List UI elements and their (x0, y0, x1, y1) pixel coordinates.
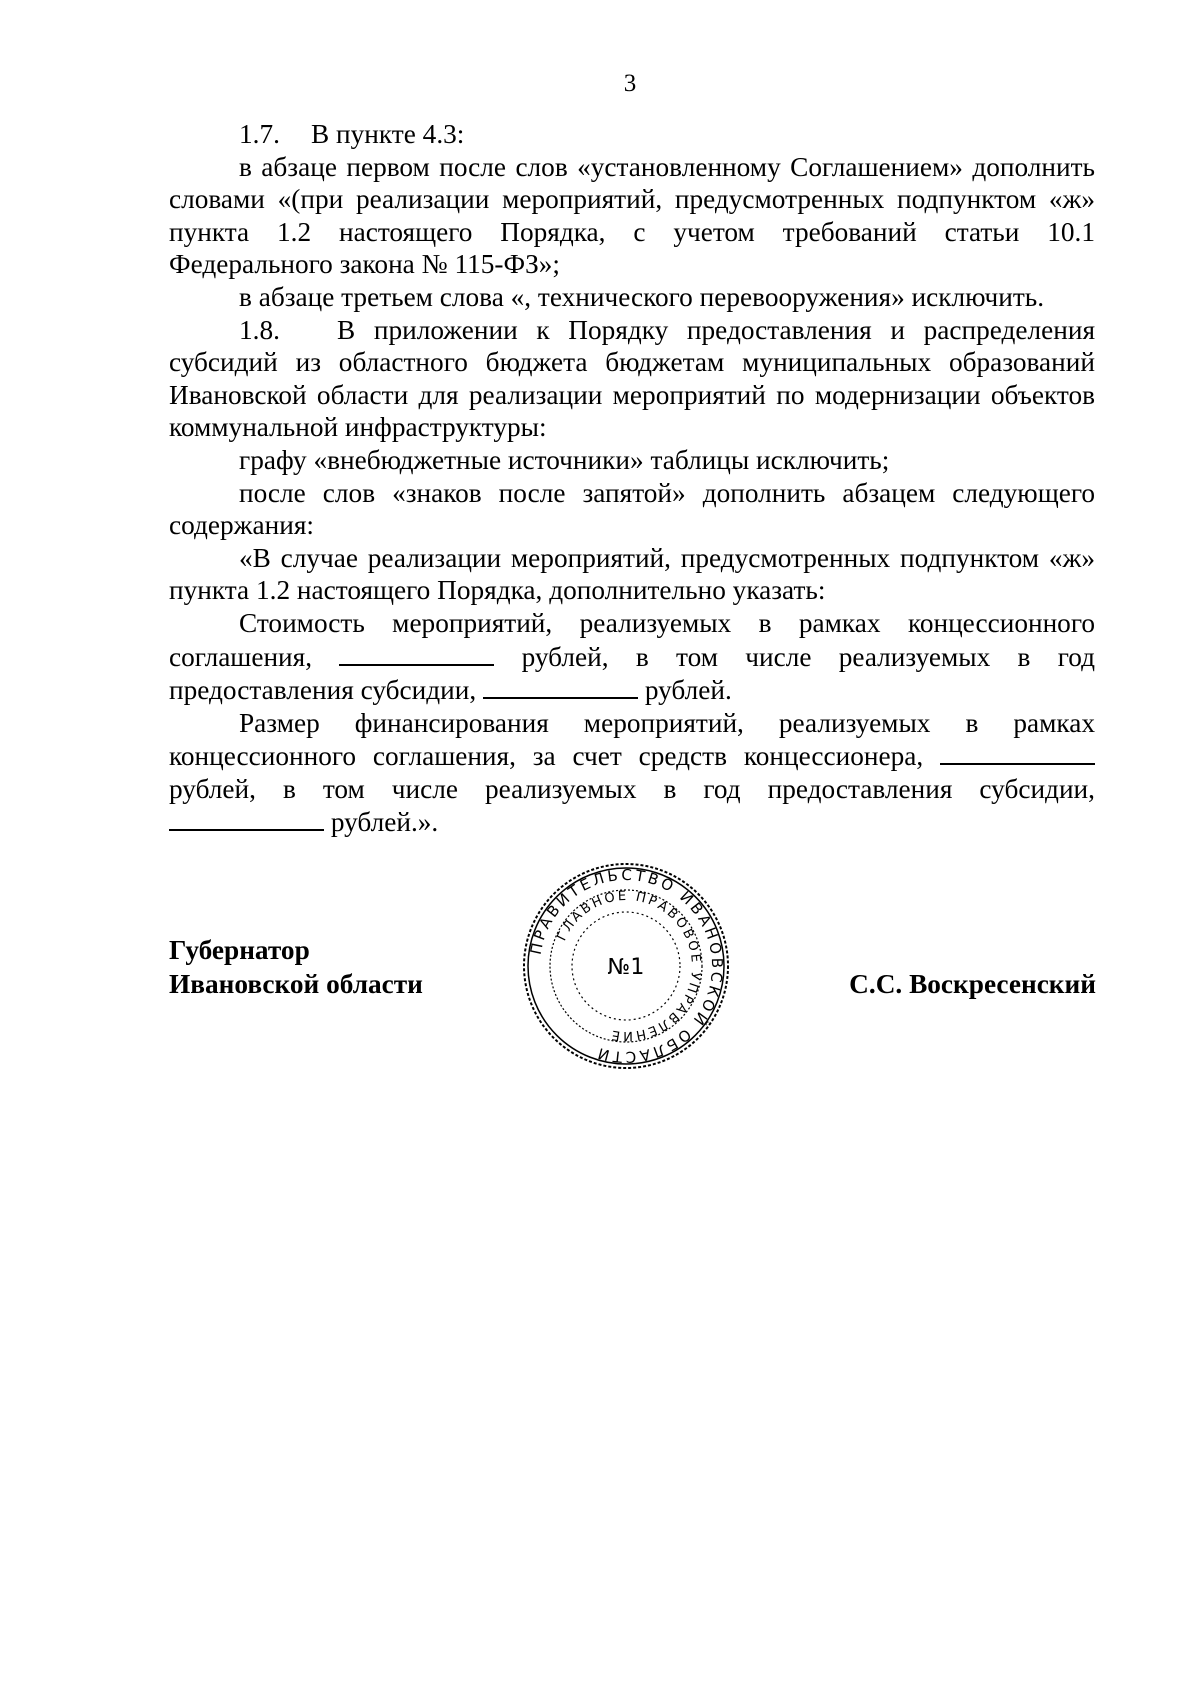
paragraph-text: в абзаце первом после слов «установленному Соглашением» дополнить словами «(при реализации мероприятий, предусмотренных подпунктом «ж» пункта 1.2 настоящего Порядка, с учетом требований статьи 10.1 Федерального закона № 115-ФЗ»; (169, 151, 1095, 280)
signatory-title-line2: Ивановской области (169, 969, 423, 999)
official-stamp (520, 860, 732, 1072)
paragraph-text: в абзаце третьем слова «, технического перевооружения» исключить. (239, 281, 1045, 312)
paragraph-fragment: рублей, в том числе реализуемых в год предоставления субсидии, (169, 641, 1095, 706)
paragraph-fragment: рублей, в том числе реализуемых в год предоставления субсидии, (169, 773, 1095, 804)
stamp-inner-ring-text: ГЛАВНОЕ ПРАВОВОЕ УПРАВЛЕНИЕ (554, 888, 704, 1044)
signatory-name: С.С. Воскресенский (849, 969, 1096, 999)
paragraph-fragment: рублей. (644, 675, 732, 706)
paragraph-text: графу «внебюджетные источники» таблицы исключить; (239, 444, 890, 475)
paragraph-fragment: Стоимость мероприятий, реализуемых в рамках концессионного соглашения, (169, 607, 1095, 672)
clause-text: В пункте 4.3: (311, 119, 465, 149)
blank-line (940, 739, 1095, 765)
page-number: 3 (623, 70, 637, 97)
paragraph-1-8 (169, 314, 1095, 444)
paragraph-fragment: рублей.». (330, 807, 439, 838)
stamp-ring-text: ПРАВИТЕЛЬСТВО ИВАНОВСКОЙ ОБЛАСТИ (526, 865, 727, 1067)
paragraph-financing (169, 707, 1095, 839)
blank-line (339, 640, 494, 666)
document-body (169, 118, 1095, 839)
blank-line (169, 805, 324, 831)
paragraph-text: после слов «знаков после запятой» дополнить абзацем следующего содержания: (169, 477, 1095, 541)
signatory-title-line1: Губернатор (169, 935, 310, 965)
clause-text: В приложении к Порядку предоставления и распределения субсидий из областного бюджета бюджетам муниципальных образований Ивановской области для реализации мероприятий по модернизации объектов коммунальной инфраструктуры: (169, 314, 1095, 443)
stamp-center-number: №1 (607, 955, 645, 980)
blank-line (483, 673, 638, 699)
clause-number: 1.7. (239, 119, 280, 149)
paragraph-text: «В случае реализации мероприятий, предусмотренных подпунктом «ж» пункта 1.2 настоящего Порядка, дополнительно указать: (169, 542, 1095, 606)
paragraph-1-7 (169, 118, 1095, 151)
clause-number: 1.8. (239, 314, 280, 345)
paragraph-cost (169, 607, 1095, 707)
paragraph-fragment: Размер финансирования мероприятий, реализуемых в рамках концессионного соглашения, за счет средств концессионера, (169, 707, 1095, 772)
signatory-title (169, 933, 423, 1001)
